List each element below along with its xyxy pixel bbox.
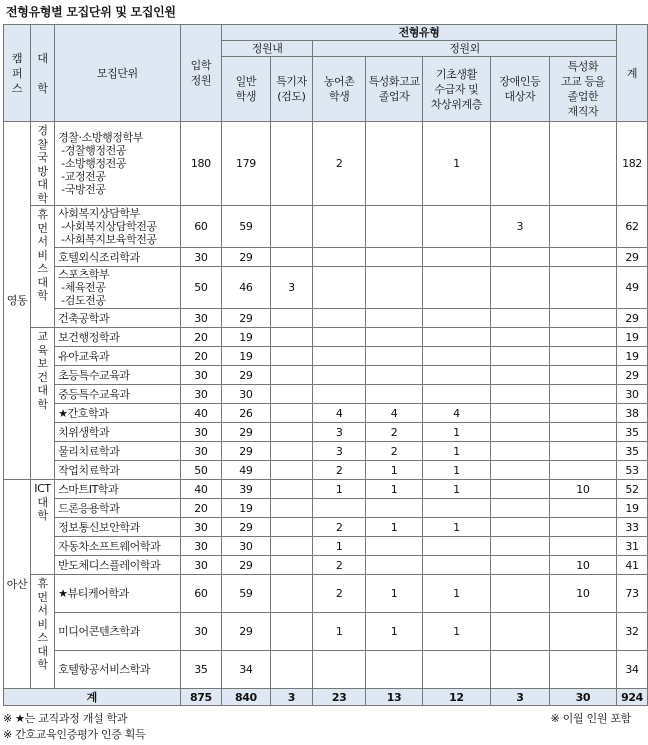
quota-cell: 30: [180, 385, 222, 404]
workers-cell: [549, 248, 616, 267]
vocational-cell: [366, 651, 423, 689]
farm-cell: [313, 248, 366, 267]
quota-cell: 60: [180, 575, 222, 613]
special-cell: [270, 461, 312, 480]
workers-cell: [549, 385, 616, 404]
workers-cell: [549, 267, 616, 309]
table-row: [4, 347, 648, 366]
farm-cell: [313, 328, 366, 347]
basic-living-cell: [422, 267, 490, 309]
quota-cell: 30: [180, 423, 222, 442]
header-campus: 캠 퍼 스: [4, 25, 31, 122]
basic-living-cell: 1: [422, 461, 490, 480]
unit-cell: 치위생학과: [55, 423, 180, 442]
quota-cell: 20: [180, 328, 222, 347]
table-row: [4, 423, 648, 442]
total-cell: 53: [616, 461, 647, 480]
vocational-cell: 2: [366, 423, 423, 442]
disabled-cell: [490, 556, 549, 575]
quota-cell: 35: [180, 651, 222, 689]
header-general: 일반 학생: [222, 57, 271, 122]
table-row: [4, 651, 648, 689]
vocational-cell: [366, 309, 423, 328]
disabled-cell: [490, 613, 549, 651]
vocational-cell: [366, 206, 423, 248]
table-row: [4, 404, 648, 423]
note-nursing: ※ 간호교육인증평가 인증 획득: [3, 728, 146, 741]
workers-cell: [549, 423, 616, 442]
workers-cell: [549, 461, 616, 480]
unit-cell: 호텔항공서비스학과: [55, 651, 180, 689]
unit-cell: ★뷰티케어학과: [55, 575, 180, 613]
total-cell: 38: [616, 404, 647, 423]
quota-cell: 30: [180, 366, 222, 385]
general-cell: 29: [222, 442, 271, 461]
header-outside: 정원외: [313, 41, 617, 57]
unit-cell: 작업치료학과: [55, 461, 180, 480]
basic-living-cell: [422, 248, 490, 267]
workers-cell: 10: [549, 575, 616, 613]
disabled-cell: [490, 461, 549, 480]
total-cell: 29: [616, 248, 647, 267]
college-cell: 경 찰 국 방 대 학: [30, 122, 54, 206]
college-cell: 휴 먼 서 비 스 대 학: [30, 575, 54, 689]
farm-cell: 2: [313, 461, 366, 480]
table-row: [4, 575, 648, 613]
quota-cell: 30: [180, 518, 222, 537]
unit-cell: 반도체디스플레이학과: [55, 556, 180, 575]
disabled-cell: [490, 499, 549, 518]
unit-cell: 중등특수교육과: [55, 385, 180, 404]
header-type: 전형유형: [222, 25, 617, 41]
total-basic-living: 12: [422, 689, 490, 706]
quota-cell: 30: [180, 442, 222, 461]
general-cell: 29: [222, 309, 271, 328]
workers-cell: [549, 309, 616, 328]
general-cell: 19: [222, 347, 271, 366]
basic-living-cell: [422, 347, 490, 366]
special-cell: [270, 651, 312, 689]
special-cell: [270, 613, 312, 651]
workers-cell: [549, 651, 616, 689]
disabled-cell: [490, 366, 549, 385]
table-row: [4, 556, 648, 575]
general-cell: 39: [222, 480, 271, 499]
header-within: 정원내: [222, 41, 313, 57]
total-cell: 52: [616, 480, 647, 499]
disabled-cell: [490, 248, 549, 267]
total-cell: 19: [616, 347, 647, 366]
workers-cell: [549, 328, 616, 347]
farm-cell: 3: [313, 423, 366, 442]
basic-living-cell: [422, 366, 490, 385]
total-cell: 33: [616, 518, 647, 537]
total-grand: 924: [616, 689, 647, 706]
workers-cell: [549, 347, 616, 366]
table-row: [4, 442, 648, 461]
farm-cell: [313, 366, 366, 385]
basic-living-cell: 1: [422, 122, 490, 206]
table-row: [4, 385, 648, 404]
basic-living-cell: 1: [422, 613, 490, 651]
special-cell: [270, 556, 312, 575]
unit-cell: 사회복지상담학부 -사회복지상담학전공 -사회복지보육학전공: [55, 206, 180, 248]
total-disabled: 3: [490, 689, 549, 706]
total-general: 840: [222, 689, 271, 706]
general-cell: 30: [222, 537, 271, 556]
total-cell: 34: [616, 651, 647, 689]
basic-living-cell: 1: [422, 575, 490, 613]
special-cell: [270, 122, 312, 206]
special-cell: [270, 537, 312, 556]
quota-cell: 30: [180, 309, 222, 328]
farm-cell: 3: [313, 442, 366, 461]
total-special: 3: [270, 689, 312, 706]
college-cell: ICT 대 학: [30, 480, 54, 575]
note-star: ※ ★는 교직과정 개설 학과: [3, 712, 128, 725]
disabled-cell: 3: [490, 206, 549, 248]
vocational-cell: [366, 328, 423, 347]
header-unit: 모집단위: [55, 25, 180, 122]
farm-cell: [313, 499, 366, 518]
total-cell: 29: [616, 309, 647, 328]
unit-cell: 물리치료학과: [55, 442, 180, 461]
special-cell: [270, 442, 312, 461]
unit-cell: 호텔외식조리학과: [55, 248, 180, 267]
header-basic-living: 기초생활 수급자 및 차상위계층: [422, 57, 490, 122]
table-row: [4, 537, 648, 556]
farm-cell: [313, 385, 366, 404]
vocational-cell: 1: [366, 480, 423, 499]
disabled-cell: [490, 267, 549, 309]
quota-cell: 60: [180, 206, 222, 248]
farm-cell: 1: [313, 537, 366, 556]
total-cell: 49: [616, 267, 647, 309]
total-farm: 23: [313, 689, 366, 706]
total-cell: 182: [616, 122, 647, 206]
vocational-cell: [366, 347, 423, 366]
header-total: 계: [616, 25, 647, 122]
disabled-cell: [490, 404, 549, 423]
disabled-cell: [490, 328, 549, 347]
total-cell: 41: [616, 556, 647, 575]
special-cell: [270, 518, 312, 537]
total-quota: 875: [180, 689, 222, 706]
disabled-cell: [490, 442, 549, 461]
header-vocational: 특성화고교 졸업자: [366, 57, 423, 122]
farm-cell: 2: [313, 122, 366, 206]
special-cell: [270, 385, 312, 404]
table-row: [4, 309, 648, 328]
table-row: [4, 267, 648, 309]
total-cell: 29: [616, 366, 647, 385]
header-special: 특기자 (검도): [270, 57, 312, 122]
basic-living-cell: 1: [422, 518, 490, 537]
quota-cell: 50: [180, 461, 222, 480]
workers-cell: [549, 613, 616, 651]
unit-cell: 유아교육과: [55, 347, 180, 366]
disabled-cell: [490, 122, 549, 206]
unit-cell: 자동차소프트웨어학과: [55, 537, 180, 556]
general-cell: 19: [222, 499, 271, 518]
general-cell: 29: [222, 613, 271, 651]
general-cell: 46: [222, 267, 271, 309]
special-cell: 3: [270, 267, 312, 309]
unit-cell: 초등특수교육과: [55, 366, 180, 385]
special-cell: [270, 328, 312, 347]
total-cell: 30: [616, 385, 647, 404]
general-cell: 19: [222, 328, 271, 347]
campus-cell: 영동: [4, 122, 31, 480]
unit-cell: 정보통신보안학과: [55, 518, 180, 537]
total-cell: 62: [616, 206, 647, 248]
total-cell: 19: [616, 328, 647, 347]
special-cell: [270, 206, 312, 248]
total-workers: 30: [549, 689, 616, 706]
vocational-cell: 4: [366, 404, 423, 423]
vocational-cell: [366, 556, 423, 575]
general-cell: 59: [222, 575, 271, 613]
farm-cell: [313, 267, 366, 309]
table-row: [4, 206, 648, 248]
table-row: [4, 518, 648, 537]
vocational-cell: [366, 122, 423, 206]
college-cell: 교 육 보 건 대 학: [30, 328, 54, 480]
workers-cell: [549, 499, 616, 518]
farm-cell: [313, 651, 366, 689]
unit-cell: 스마트IT학과: [55, 480, 180, 499]
special-cell: [270, 499, 312, 518]
basic-living-cell: [422, 651, 490, 689]
header-workers: 특성화 고교 등을 졸업한 재직자: [549, 57, 616, 122]
workers-cell: [549, 518, 616, 537]
total-cell: 35: [616, 423, 647, 442]
disabled-cell: [490, 537, 549, 556]
disabled-cell: [490, 651, 549, 689]
table-row: [4, 122, 648, 206]
special-cell: [270, 423, 312, 442]
quota-cell: 50: [180, 267, 222, 309]
header-college: 대 학: [30, 25, 54, 122]
special-cell: [270, 366, 312, 385]
disabled-cell: [490, 575, 549, 613]
disabled-cell: [490, 480, 549, 499]
workers-cell: [549, 206, 616, 248]
basic-living-cell: 1: [422, 442, 490, 461]
workers-cell: [549, 537, 616, 556]
vocational-cell: 1: [366, 575, 423, 613]
farm-cell: 4: [313, 404, 366, 423]
basic-living-cell: [422, 385, 490, 404]
admission-table: [3, 24, 648, 706]
vocational-cell: 1: [366, 518, 423, 537]
total-label: 계: [4, 689, 181, 706]
basic-living-cell: 1: [422, 480, 490, 499]
basic-living-cell: 4: [422, 404, 490, 423]
disabled-cell: [490, 309, 549, 328]
workers-cell: [549, 122, 616, 206]
farm-cell: [313, 309, 366, 328]
farm-cell: [313, 347, 366, 366]
header-quota: 입학 정원: [180, 25, 222, 122]
farm-cell: 2: [313, 556, 366, 575]
vocational-cell: [366, 499, 423, 518]
unit-cell: 미디어콘텐츠학과: [55, 613, 180, 651]
farm-cell: 2: [313, 575, 366, 613]
general-cell: 59: [222, 206, 271, 248]
vocational-cell: [366, 267, 423, 309]
unit-cell: 드론응용학과: [55, 499, 180, 518]
total-cell: 32: [616, 613, 647, 651]
disabled-cell: [490, 423, 549, 442]
unit-cell: 스포츠학부 -체육전공 -검도전공: [55, 267, 180, 309]
total-cell: 19: [616, 499, 647, 518]
farm-cell: 1: [313, 613, 366, 651]
header-disabled: 장애인등 대상자: [490, 57, 549, 122]
page-title: 전형유형별 모집단위 및 모집인원: [6, 5, 176, 19]
general-cell: 29: [222, 556, 271, 575]
general-cell: 30: [222, 385, 271, 404]
table-row: [4, 328, 648, 347]
basic-living-cell: [422, 206, 490, 248]
farm-cell: 1: [313, 480, 366, 499]
general-cell: 29: [222, 366, 271, 385]
workers-cell: [549, 404, 616, 423]
general-cell: 29: [222, 518, 271, 537]
basic-living-cell: 1: [422, 423, 490, 442]
disabled-cell: [490, 347, 549, 366]
special-cell: [270, 248, 312, 267]
total-cell: 35: [616, 442, 647, 461]
special-cell: [270, 309, 312, 328]
note-inclusion: ※ 이월 인원 포함: [550, 712, 631, 725]
vocational-cell: 1: [366, 461, 423, 480]
total-cell: 31: [616, 537, 647, 556]
quota-cell: 40: [180, 404, 222, 423]
special-cell: [270, 347, 312, 366]
total-vocational: 13: [366, 689, 423, 706]
campus-cell: 아산: [4, 480, 31, 689]
general-cell: 34: [222, 651, 271, 689]
special-cell: [270, 404, 312, 423]
table-row: [4, 613, 648, 651]
header-farm: 농어촌 학생: [313, 57, 366, 122]
table-row: [4, 366, 648, 385]
basic-living-cell: [422, 328, 490, 347]
total-cell: 73: [616, 575, 647, 613]
farm-cell: 2: [313, 518, 366, 537]
vocational-cell: [366, 537, 423, 556]
quota-cell: 40: [180, 480, 222, 499]
special-cell: [270, 480, 312, 499]
general-cell: 179: [222, 122, 271, 206]
college-cell: 휴 먼 서 비 스 대 학: [30, 206, 54, 328]
special-cell: [270, 575, 312, 613]
unit-cell: 건축공학과: [55, 309, 180, 328]
quota-cell: 30: [180, 537, 222, 556]
workers-cell: [549, 366, 616, 385]
table-row: [4, 499, 648, 518]
vocational-cell: 1: [366, 613, 423, 651]
quota-cell: 20: [180, 347, 222, 366]
workers-cell: [549, 442, 616, 461]
workers-cell: 10: [549, 556, 616, 575]
general-cell: 29: [222, 423, 271, 442]
general-cell: 29: [222, 248, 271, 267]
vocational-cell: [366, 385, 423, 404]
footnotes: [3, 711, 645, 743]
workers-cell: 10: [549, 480, 616, 499]
disabled-cell: [490, 518, 549, 537]
unit-cell: ★간호학과: [55, 404, 180, 423]
quota-cell: 30: [180, 248, 222, 267]
unit-cell: 경찰·소방행정학부 -경찰행정전공 -소방행정전공 -교정전공 -국방전공: [55, 122, 180, 206]
general-cell: 49: [222, 461, 271, 480]
basic-living-cell: [422, 537, 490, 556]
vocational-cell: [366, 248, 423, 267]
admission-table-wrapper: [3, 24, 648, 706]
unit-cell: 보건행정학과: [55, 328, 180, 347]
table-row: [4, 461, 648, 480]
basic-living-cell: [422, 499, 490, 518]
general-cell: 26: [222, 404, 271, 423]
basic-living-cell: [422, 309, 490, 328]
quota-cell: 30: [180, 556, 222, 575]
vocational-cell: 2: [366, 442, 423, 461]
quota-cell: 180: [180, 122, 222, 206]
table-row: [4, 480, 648, 499]
farm-cell: [313, 206, 366, 248]
vocational-cell: [366, 366, 423, 385]
quota-cell: 30: [180, 613, 222, 651]
table-row: [4, 248, 648, 267]
disabled-cell: [490, 385, 549, 404]
basic-living-cell: [422, 556, 490, 575]
quota-cell: 20: [180, 499, 222, 518]
